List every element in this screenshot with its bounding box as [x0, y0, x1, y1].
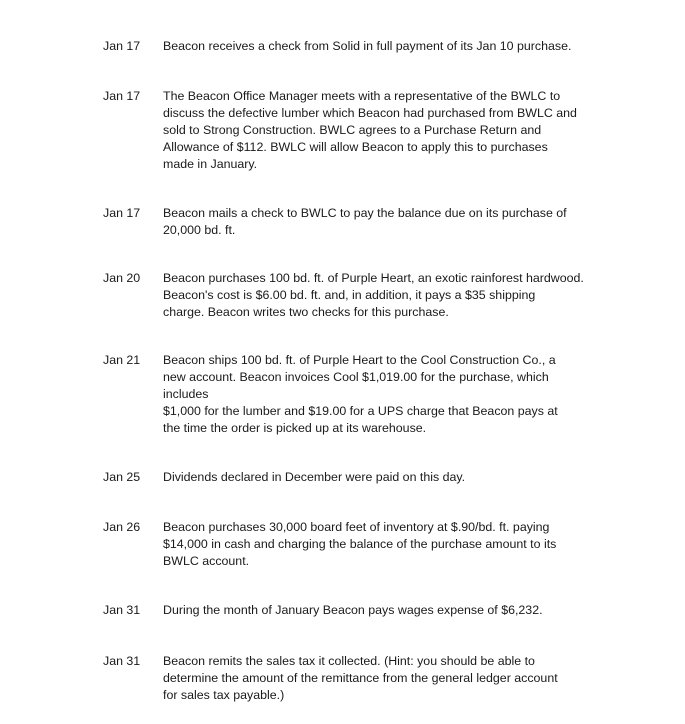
entry-description: [163, 653, 593, 704]
entry-line: Beacon ships 100 bd. ft. of Purple Heart to the Cool Construction Co., a: [163, 353, 556, 367]
entry-date: Jan 25: [103, 470, 141, 484]
entry-date: Jan 21: [103, 353, 141, 367]
entry-line: During the month of January Beacon pays wages expense of $6,232.: [163, 603, 543, 617]
entry-description: [163, 469, 593, 486]
entry-line: determine the amount of the remittance from the general ledger account: [163, 671, 558, 685]
entry-line: Beacon receives a check from Solid in full payment of its Jan 10 purchase.: [163, 39, 572, 53]
entry-date: Jan 31: [103, 654, 141, 668]
entry-line: charge. Beacon writes two checks for this purchase.: [163, 305, 449, 319]
entry-line: Beacon purchases 30,000 board feet of inventory at $.90/bd. ft. paying: [163, 520, 550, 534]
entry-line: discuss the defective lumber which Beacon had purchased from BWLC and: [163, 106, 577, 120]
entry-description: [163, 602, 593, 619]
entry-line: the time the order is picked up at its warehouse.: [163, 421, 427, 435]
entry-line: 20,000 bd. ft.: [163, 223, 236, 237]
entry-date: Jan 26: [103, 520, 141, 534]
entry-line: $1,000 for the lumber and $19.00 for a UPS charge that Beacon pays at: [163, 404, 558, 418]
entry-date: Jan 31: [103, 603, 141, 617]
entry-line: sold to Strong Construction. BWLC agrees to a Purchase Return and: [163, 123, 542, 137]
entry-description: [163, 205, 593, 239]
entry-line: $14,000 in cash and charging the balance of the purchase amount to its: [163, 537, 557, 551]
entry-date: Jan 17: [103, 89, 141, 103]
entry-line: BWLC account.: [163, 554, 250, 568]
entry-line: Beacon mails a check to BWLC to pay the balance due on its purchase of: [163, 206, 567, 220]
entry-line: Beacon remits the sales tax it collected. (Hint: you should be able to: [163, 654, 535, 668]
entry-date: Jan 17: [103, 206, 141, 220]
entry-description: [163, 270, 593, 321]
entry-date: Jan 20: [103, 271, 141, 285]
entry-line: new account. Beacon invoices Cool $1,019.00 for the purchase, which: [163, 370, 549, 384]
entry-line: Beacon's cost is $6.00 bd. ft. and, in addition, it pays a $35 shipping: [163, 288, 536, 302]
entry-line: includes: [163, 387, 209, 401]
entry-description: [163, 38, 593, 55]
entry-line: Beacon purchases 100 bd. ft. of Purple Heart, an exotic rainforest hardwood.: [163, 271, 584, 285]
entry-line: The Beacon Office Manager meets with a representative of the BWLC to: [163, 89, 561, 103]
entry-line: for sales tax payable.): [163, 688, 285, 702]
entry-description: [163, 519, 593, 570]
entry-line: Allowance of $112. BWLC will allow Beacon to apply this to purchases: [163, 140, 548, 154]
entry-date: Jan 17: [103, 39, 141, 53]
entry-description: [163, 88, 593, 173]
entry-line: Dividends declared in December were paid on this day.: [163, 470, 466, 484]
entry-line: made in January.: [163, 157, 258, 171]
entry-description: [163, 352, 593, 437]
